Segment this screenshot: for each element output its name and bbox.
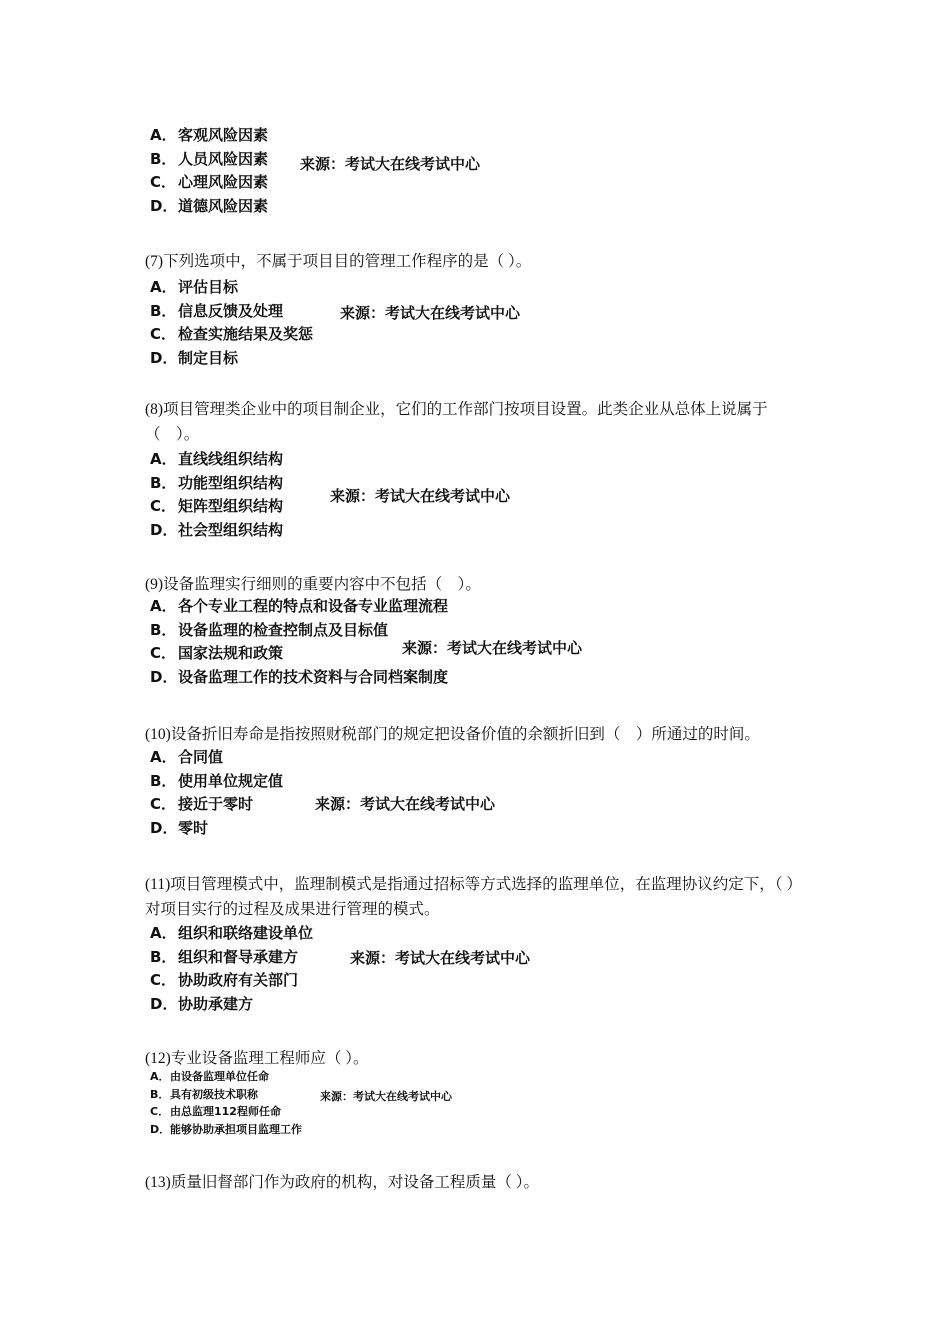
question-12: (12)专业设备监理工程师应（ ）。 — [145, 1050, 369, 1067]
option-list — [150, 448, 283, 543]
source-watermark: 来源：考试大在线考试中心 — [320, 1090, 452, 1103]
option-a: A．合同值 — [150, 748, 224, 766]
option-c: C． 矩阵型组织结构 — [150, 497, 284, 516]
source-watermark: 来源：考试大在线考试中心 — [330, 487, 511, 505]
question-13: (13)质量旧督部门作为政府的机构，对设备工程质量（ ）。 — [145, 1174, 539, 1191]
question-11: (11)项目管理模式中，监理制模式是指通过招标等方式选择的监理单位，在监理协议约定下，（ ）对项目实行的过程及成果进行管理的模式。 — [145, 876, 802, 918]
option-c: C． 国家法规和政策 — [150, 644, 284, 663]
option-c: C．由总监理112程师任命 — [150, 1105, 281, 1118]
question-9: (9)设备监理实行细则的重要内容中不包括（ ）。 — [145, 576, 481, 593]
option-a: A．组织和联络建设单位 — [150, 924, 314, 942]
source-watermark: 来源：考试大在线考试中心 — [315, 795, 496, 813]
question-8: (8)项目管理类企业中的项目制企业，它们的工作部门按项目设置。此类企业从总体上说属于（ ）。 — [145, 401, 768, 443]
option-c: C． 协助政府有关部门 — [150, 971, 299, 990]
option-a: A．由设备监理单位任命 — [150, 1070, 269, 1083]
question-10: (10)设备折旧寿命是指按照财税部门的规定把设备价值的余额折旧到（ ）所通过的时间。 — [145, 726, 760, 743]
option-b: B． 设备监理的检查控制点及目标值 — [150, 620, 389, 639]
source-watermark: 来源：考试大在线考试中心 — [350, 949, 531, 967]
source-watermark: 来源：考试大在线考试中心 — [402, 639, 583, 657]
source-watermark: 来源：考试大在线考试中心 — [340, 304, 521, 322]
option-b: B． 信息反馈及处理 — [150, 301, 284, 320]
option-a: A．各个专业工程的特点和设备专业监理流程 — [150, 597, 449, 615]
option-c: C． 接近于零时 — [150, 795, 254, 814]
option-list — [150, 124, 268, 219]
option-d: D．制定目标 — [150, 349, 239, 368]
option-list — [150, 276, 313, 371]
option-b: B．具有初级技术职称 — [150, 1087, 258, 1101]
question-7: (7)下列选项中，不属于项目目的管理工作程序的是（ ）。 — [145, 253, 532, 270]
option-list — [150, 746, 283, 841]
option-a: A．客观风险因素 — [150, 126, 269, 144]
option-d: D．道德风险因素 — [150, 197, 269, 216]
option-d: D．零时 — [150, 819, 209, 838]
option-list — [150, 1068, 302, 1138]
option-b: B． 组织和督导承建方 — [150, 947, 299, 966]
option-c: C． 检查实施结果及奖惩 — [150, 325, 314, 344]
option-a: A．评估目标 — [150, 278, 239, 296]
option-b: B． 人员风险因素 — [150, 149, 269, 168]
option-d: D．设备监理工作的技术资料与合同档案制度 — [150, 668, 449, 687]
option-list — [150, 922, 313, 1017]
option-d: D．社会型组织结构 — [150, 521, 284, 540]
source-watermark: 来源：考试大在线考试中心 — [300, 155, 481, 173]
option-a: A．直线线组织结构 — [150, 450, 284, 468]
option-b: B． 功能型组织结构 — [150, 473, 284, 492]
option-c: C． 心理风险因素 — [150, 173, 269, 192]
option-d: D．协助承建方 — [150, 995, 254, 1014]
option-b: B． 使用单位规定值 — [150, 771, 284, 790]
option-d: D．能够协助承担项目监理工作 — [150, 1122, 302, 1136]
